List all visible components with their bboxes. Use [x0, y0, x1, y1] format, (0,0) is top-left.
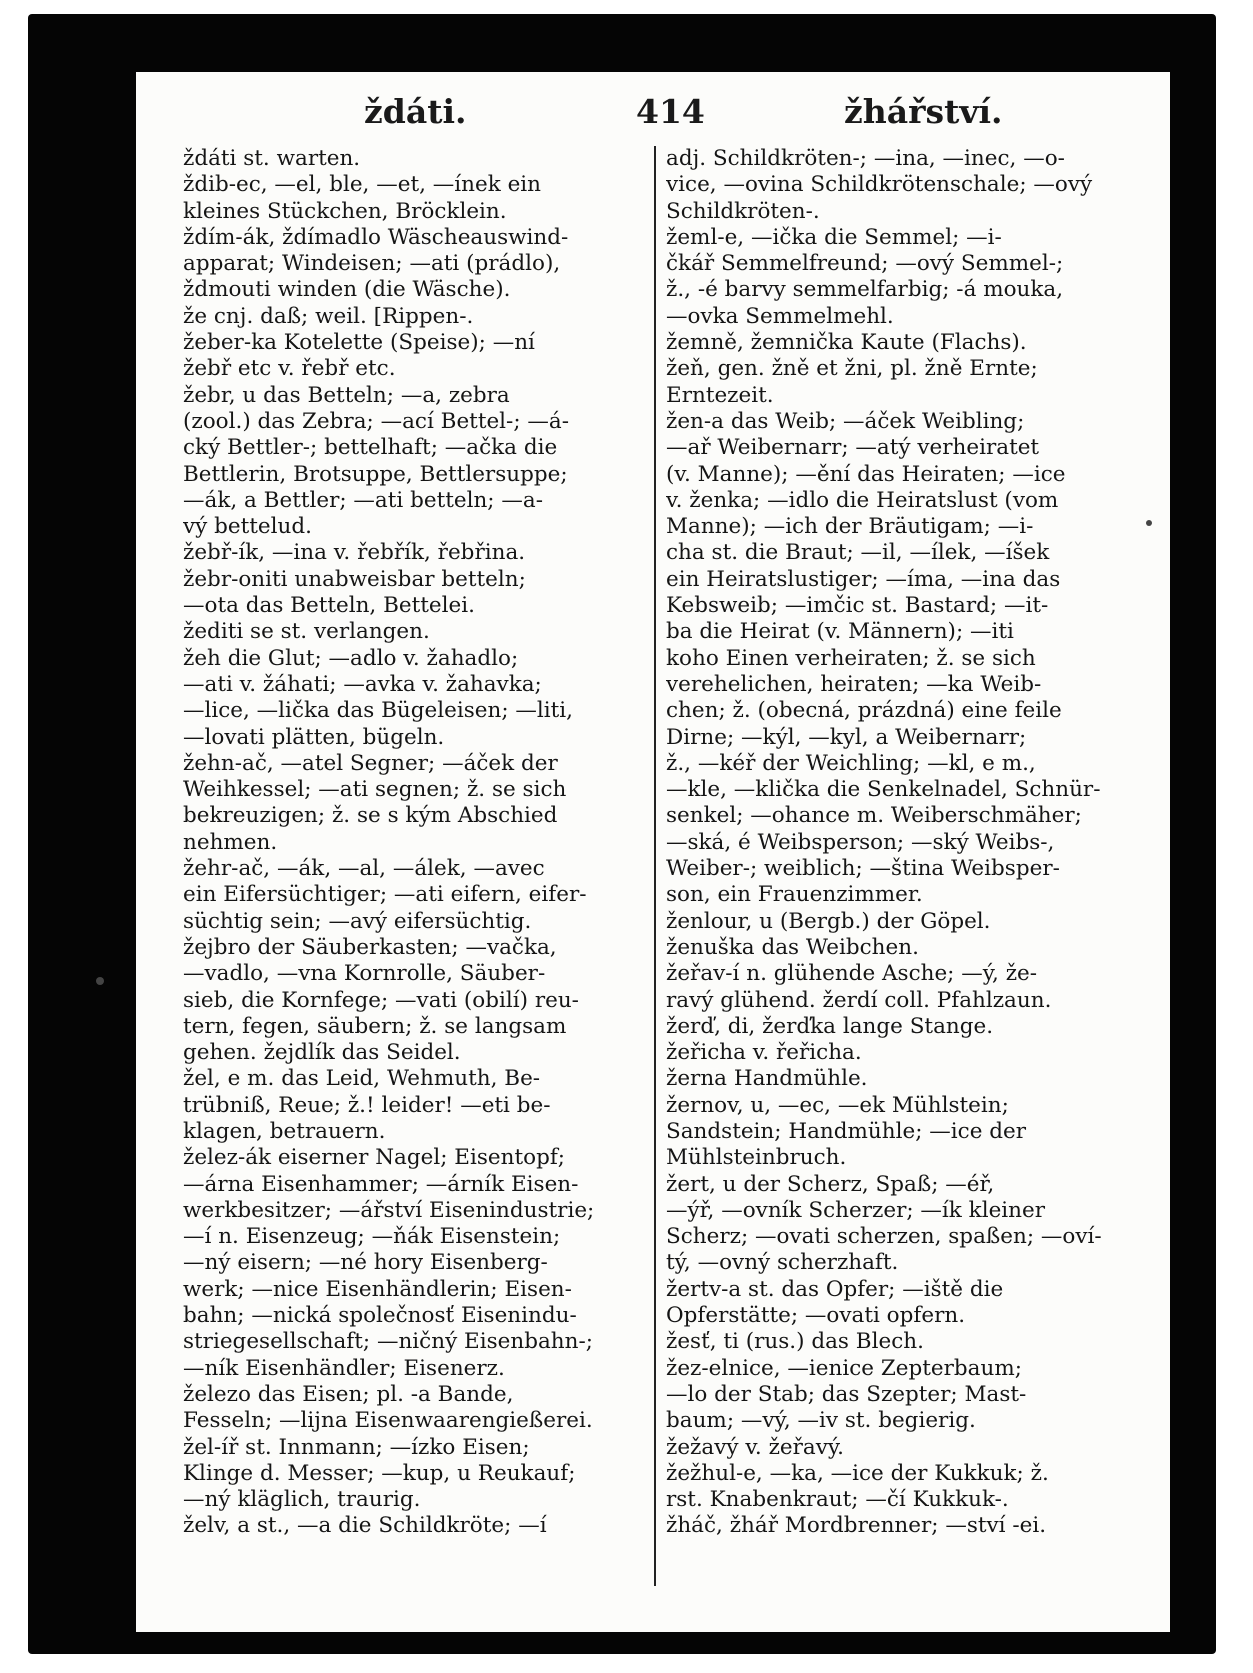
entry-line: —ník Eisenhändler; Eisenerz.: [183, 1355, 505, 1381]
entry-line: ždib-ec, —el, ble, —et, —ínek ein: [183, 172, 542, 198]
entry-line: Sandstein; Handmühle; —ice der: [666, 1118, 1027, 1144]
entry-line: ž., —kéř der Weichling; —kl, e m.,: [666, 750, 1036, 776]
entry-line: —ota das Betteln, Bettelei.: [183, 593, 475, 619]
entry-line: —vadlo, —vna Kornrolle, Säuber-: [183, 961, 546, 987]
page-number: 414: [636, 92, 705, 131]
entry-line: vice, —ovina Schildkrötenschale; —ový: [666, 172, 1093, 198]
entry-line: žejbro der Säuberkasten; —vačka,: [183, 934, 557, 960]
entry-line: žehr-ač, —ák, —al, —álek, —avec: [183, 856, 545, 882]
entry-line: žeřav-í n. glühende Asche; —ý, že-: [666, 961, 1038, 987]
entry-line: žebr-oniti unabweisbar betteln;: [183, 566, 526, 592]
entry-line: žeň, gen. žně et žni, pl. žně Ernte;: [666, 356, 1038, 382]
entry-line: žen-a das Weib; —áček Weibling;: [666, 408, 1025, 434]
entry-line: žeml-e, —ička die Semmel; —i-: [666, 224, 1002, 250]
entry-line: žel, e m. das Leid, Wehmuth, Be-: [183, 1066, 541, 1092]
entry-line: Klinge d. Messer; —kup, u Reukauf;: [183, 1460, 576, 1486]
entry-line: ein Eifersüchtiger; —ati eifern, eifer-: [183, 882, 587, 908]
entry-line: žežavý v. žeřavý.: [666, 1434, 845, 1460]
entry-line: žemně, žemnička Kaute (Flachs).: [666, 330, 1027, 356]
header-right-word: žhářství.: [844, 92, 1003, 131]
entry-line: žerď, di, žerďka lange Stange.: [666, 1013, 994, 1039]
entry-line: —ák, a Bettler; —ati betteln; —a-: [183, 487, 543, 513]
ink-speck: [1146, 520, 1152, 526]
entry-line: ravý glühend. žerdí coll. Pfahlzaun.: [666, 987, 1052, 1013]
entry-line: gehen. žejdlík das Seidel.: [183, 1040, 461, 1066]
entry-line: adj. Schildkröten-; —ina, —inec, —o-: [666, 146, 1065, 171]
entry-line: železo das Eisen; pl. -a Bande,: [183, 1381, 514, 1407]
entry-line: žesť, ti (rus.) das Blech.: [666, 1329, 924, 1355]
entry-line: cký Bettler-; bettelhaft; —ačka die: [183, 435, 558, 461]
dictionary-page: [136, 72, 1170, 1632]
entry-line: werkbesitzer; —ářství Eisenindustrie;: [183, 1197, 595, 1223]
entry-line: žehn-ač, —atel Segner; —áček der: [183, 750, 558, 776]
entry-line: sieb, die Kornfege; —vati (obilí) reu-: [183, 987, 579, 1013]
entry-line: vý bettelud.: [183, 514, 312, 540]
entry-line: ba die Heirat (v. Männern); —iti: [666, 619, 1014, 645]
entry-line: —lice, —lička das Bügeleisen; —liti,: [183, 698, 574, 724]
entry-line: žel-íř st. Innmann; —ízko Eisen;: [183, 1434, 530, 1460]
entry-line: žebr, u das Betteln; —a, zebra: [183, 382, 510, 408]
ink-speck: [96, 977, 104, 985]
entry-line: želez-ák eiserner Nagel; Eisentopf;: [183, 1145, 566, 1171]
entry-line: Weiber-; weiblich; —ština Weibsper-: [666, 856, 1060, 882]
entry-line: apparat; Windeisen; —ati (prádlo),: [183, 251, 561, 277]
entry-line: baum; —vý, —iv st. begierig.: [666, 1408, 976, 1434]
header-left-word: ždáti.: [364, 92, 467, 131]
entry-line: —ská, é Weibsperson; —ský Weibs-,: [666, 829, 1055, 855]
entry-line: rst. Knabenkraut; —čí Kukkuk-.: [666, 1487, 1009, 1513]
entry-line: Scherz; —ovati scherzen, spaßen; —oví-: [666, 1224, 1102, 1250]
entry-line: ein Heiratslustiger; —íma, —ina das: [666, 566, 1061, 592]
entry-line: v. ženka; —idlo die Heiratslust (vom: [666, 487, 1059, 513]
entry-line: Manne); —ich der Bräutigam; —i-: [666, 514, 1034, 540]
entry-line: žebř-ík, —ina v. řebřík, řebřina.: [183, 540, 526, 566]
right-column: [666, 146, 1131, 1540]
entry-line: Bettlerin, Brotsuppe, Bettlersuppe;: [183, 461, 568, 487]
entry-line: že cnj. daß; weil. [Rippen-.: [183, 303, 474, 329]
column-divider: [654, 146, 656, 1586]
entry-line: žeřicha v. řeřicha.: [666, 1040, 862, 1066]
entry-line: Dirne; —kýl, —kyl, a Weibernarr;: [666, 724, 1027, 750]
entry-line: žháč, žhář Mordbrenner; —ství -ei.: [666, 1513, 1047, 1539]
entry-line: koho Einen verheiraten; ž. se sich: [666, 645, 1036, 671]
entry-line: žediti se st. verlangen.: [183, 619, 430, 645]
entry-line: klagen, betrauern.: [183, 1118, 386, 1144]
entry-line: želv, a st., —a die Schildkröte; —í: [183, 1513, 547, 1539]
entry-line: Fesseln; —lijna Eisenwaarengießerei.: [183, 1408, 593, 1434]
entry-line: —lovati plätten, bügeln.: [183, 724, 445, 750]
entry-line: ždím-ák, ždímadlo Wäscheauswind-: [183, 224, 569, 250]
entry-line: tý, —ovný scherzhaft.: [666, 1250, 899, 1276]
entry-line: kleines Stückchen, Bröcklein.: [183, 198, 507, 224]
entry-line: trübniß, Reue; ž.! leider! —eti be-: [183, 1092, 551, 1118]
entry-line: —ný eisern; —né hory Eisenberg-: [183, 1250, 548, 1276]
entry-line: verehelichen, heiraten; —ka Weib-: [666, 671, 1042, 697]
entry-line: senkel; —ohance m. Weiberschmäher;: [666, 803, 1082, 829]
entry-line: žerna Handmühle.: [666, 1066, 868, 1092]
entry-line: —í n. Eisenzeug; —ňák Eisenstein;: [183, 1224, 561, 1250]
entry-line: Mühlsteinbruch.: [666, 1145, 847, 1171]
entry-line: ž., -é barvy semmelfarbig; -á mouka,: [666, 277, 1064, 303]
entry-line: žez-elnice, —ienice Zepterbaum;: [666, 1355, 1022, 1381]
entry-line: žežhul-e, —ka, —ice der Kukkuk; ž.: [666, 1460, 1049, 1486]
entry-line: bahn; —nická společnosť Eisenindu-: [183, 1303, 577, 1329]
entry-line: striegesellschaft; —ničný Eisenbahn-;: [183, 1329, 594, 1355]
entry-line: Opferstätte; —ovati opfern.: [666, 1303, 966, 1329]
entry-line: süchtig sein; —avý eifersüchtig.: [183, 908, 532, 934]
entry-line: ždáti st. warten.: [183, 146, 361, 171]
entry-line: —ný kläglich, traurig.: [183, 1487, 421, 1513]
entry-line: (zool.) das Zebra; —ací Bettel-; —á-: [183, 408, 569, 434]
entry-line: žeber-ka Kotelette (Speise); —ní: [183, 330, 535, 356]
entry-line: Erntezeit.: [666, 382, 774, 408]
entry-line: werk; —nice Eisenhändlerin; Eisen-: [183, 1276, 572, 1302]
entry-line: —ovka Semmelmehl.: [666, 303, 894, 329]
entry-line: žebř etc v. řebř etc.: [183, 356, 396, 382]
entry-line: son, ein Frauenzimmer.: [666, 882, 923, 908]
entry-line: —ýř, —ovník Scherzer; —ík kleiner: [666, 1197, 1046, 1223]
entry-line: (v. Manne); —ění das Heiraten; —ice: [666, 461, 1066, 487]
left-column: [183, 146, 643, 1540]
entry-line: —ař Weibernarr; —atý verheiratet: [666, 435, 1040, 461]
entry-line: žertv-a st. das Opfer; —iště die: [666, 1276, 1004, 1302]
entry-line: —ati v. žáhati; —avka v. žahavka;: [183, 671, 542, 697]
entry-line: žernov, u, —ec, —ek Mühlstein;: [666, 1092, 1009, 1118]
entry-line: chen; ž. (obecná, prázdná) eine feile: [666, 698, 1062, 724]
entry-line: —árna Eisenhammer; —árník Eisen-: [183, 1171, 579, 1197]
entry-line: nehmen.: [183, 829, 278, 855]
entry-line: Kebsweib; —imčic st. Bastard; —it-: [666, 593, 1049, 619]
entry-line: cha st. die Braut; —il, —ílek, —íšek: [666, 540, 1050, 566]
page-header: [136, 92, 1170, 138]
entry-line: žeh die Glut; —adlo v. žahadlo;: [183, 645, 519, 671]
entry-line: Schildkröten-.: [666, 198, 820, 224]
entry-line: Weihkessel; —ati segnen; ž. se sich: [183, 777, 567, 803]
entry-line: ženlour, u (Bergb.) der Göpel.: [666, 908, 991, 934]
scan-border: [28, 14, 1216, 1654]
entry-line: —kle, —klička die Senkelnadel, Schnür-: [666, 777, 1101, 803]
entry-line: ždmouti winden (die Wäsche).: [183, 277, 511, 303]
entry-line: čkář Semmelfreund; —ový Semmel-;: [666, 251, 1064, 277]
entry-line: ženuška das Weibchen.: [666, 934, 919, 960]
entry-line: tern, fegen, säubern; ž. se langsam: [183, 1013, 567, 1039]
entry-line: —lo der Stab; das Szepter; Mast-: [666, 1381, 1027, 1407]
entry-line: žert, u der Scherz, Spaß; —éř,: [666, 1171, 995, 1197]
entry-line: bekreuzigen; ž. se s kým Abschied: [183, 803, 558, 829]
